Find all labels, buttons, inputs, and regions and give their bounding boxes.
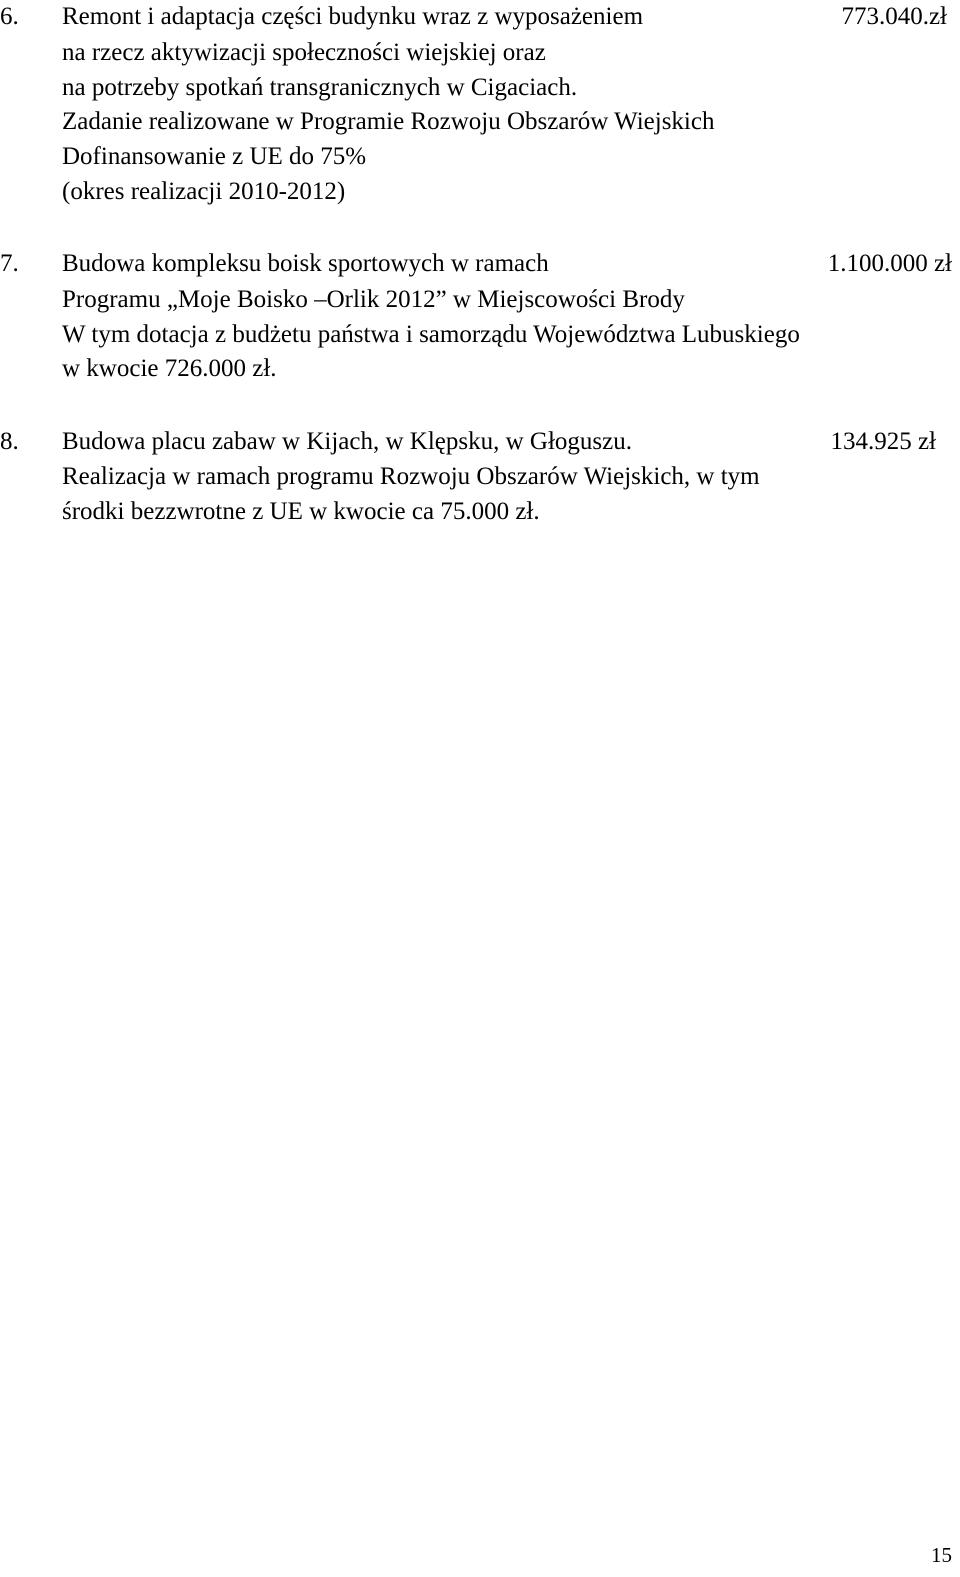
item-8-line-1: Budowa placu zabaw w Kijach, w Klępsku, w Głoguszu. bbox=[62, 428, 633, 455]
item-6-line-2: na rzecz aktywizacji społeczności wiejskiej oraz bbox=[62, 39, 546, 66]
page-number: 15 bbox=[931, 1543, 952, 1567]
item-7-line-2: Programu „Moje Boisko –Orlik 2012” w Miejscowości Brody bbox=[62, 286, 685, 313]
item-6-line-3: na potrzeby spotkań transgranicznych w Cigaciach. bbox=[62, 74, 578, 101]
item-6-amount: 773.040.zł bbox=[841, 3, 947, 30]
item-7-line-4: w kwocie 726.000 zł. bbox=[62, 355, 277, 382]
item-7-line-3: W tym dotacja z budżetu państwa i samorządu Województwa Lubuskiego bbox=[62, 321, 800, 348]
item-6-line-5: Dofinansowanie z UE do 75% bbox=[62, 143, 367, 170]
item-6-line-1: Remont i adaptacja części budynku wraz z wyposażeniem bbox=[62, 3, 644, 30]
item-6-line-4: Zadanie realizowane w Programie Rozwoju Obszarów Wiejskich bbox=[62, 108, 715, 135]
item-8-line-3: środki bezzwrotne z UE w kwocie ca 75.000 zł. bbox=[62, 498, 540, 525]
item-7-line-1: Budowa kompleksu boisk sportowych w ramach bbox=[62, 250, 549, 277]
item-6-number: 6. bbox=[0, 3, 19, 30]
item-8-amount: 134.925 zł bbox=[830, 428, 936, 455]
item-6-line-6: (okres realizacji 2010-2012) bbox=[62, 178, 346, 205]
item-7-number: 7. bbox=[0, 250, 19, 277]
item-8-line-2: Realizacja w ramach programu Rozwoju Obszarów Wiejskich, w tym bbox=[62, 463, 760, 490]
item-8-number: 8. bbox=[0, 428, 19, 455]
item-7-amount: 1.100.000 zł bbox=[827, 250, 952, 277]
